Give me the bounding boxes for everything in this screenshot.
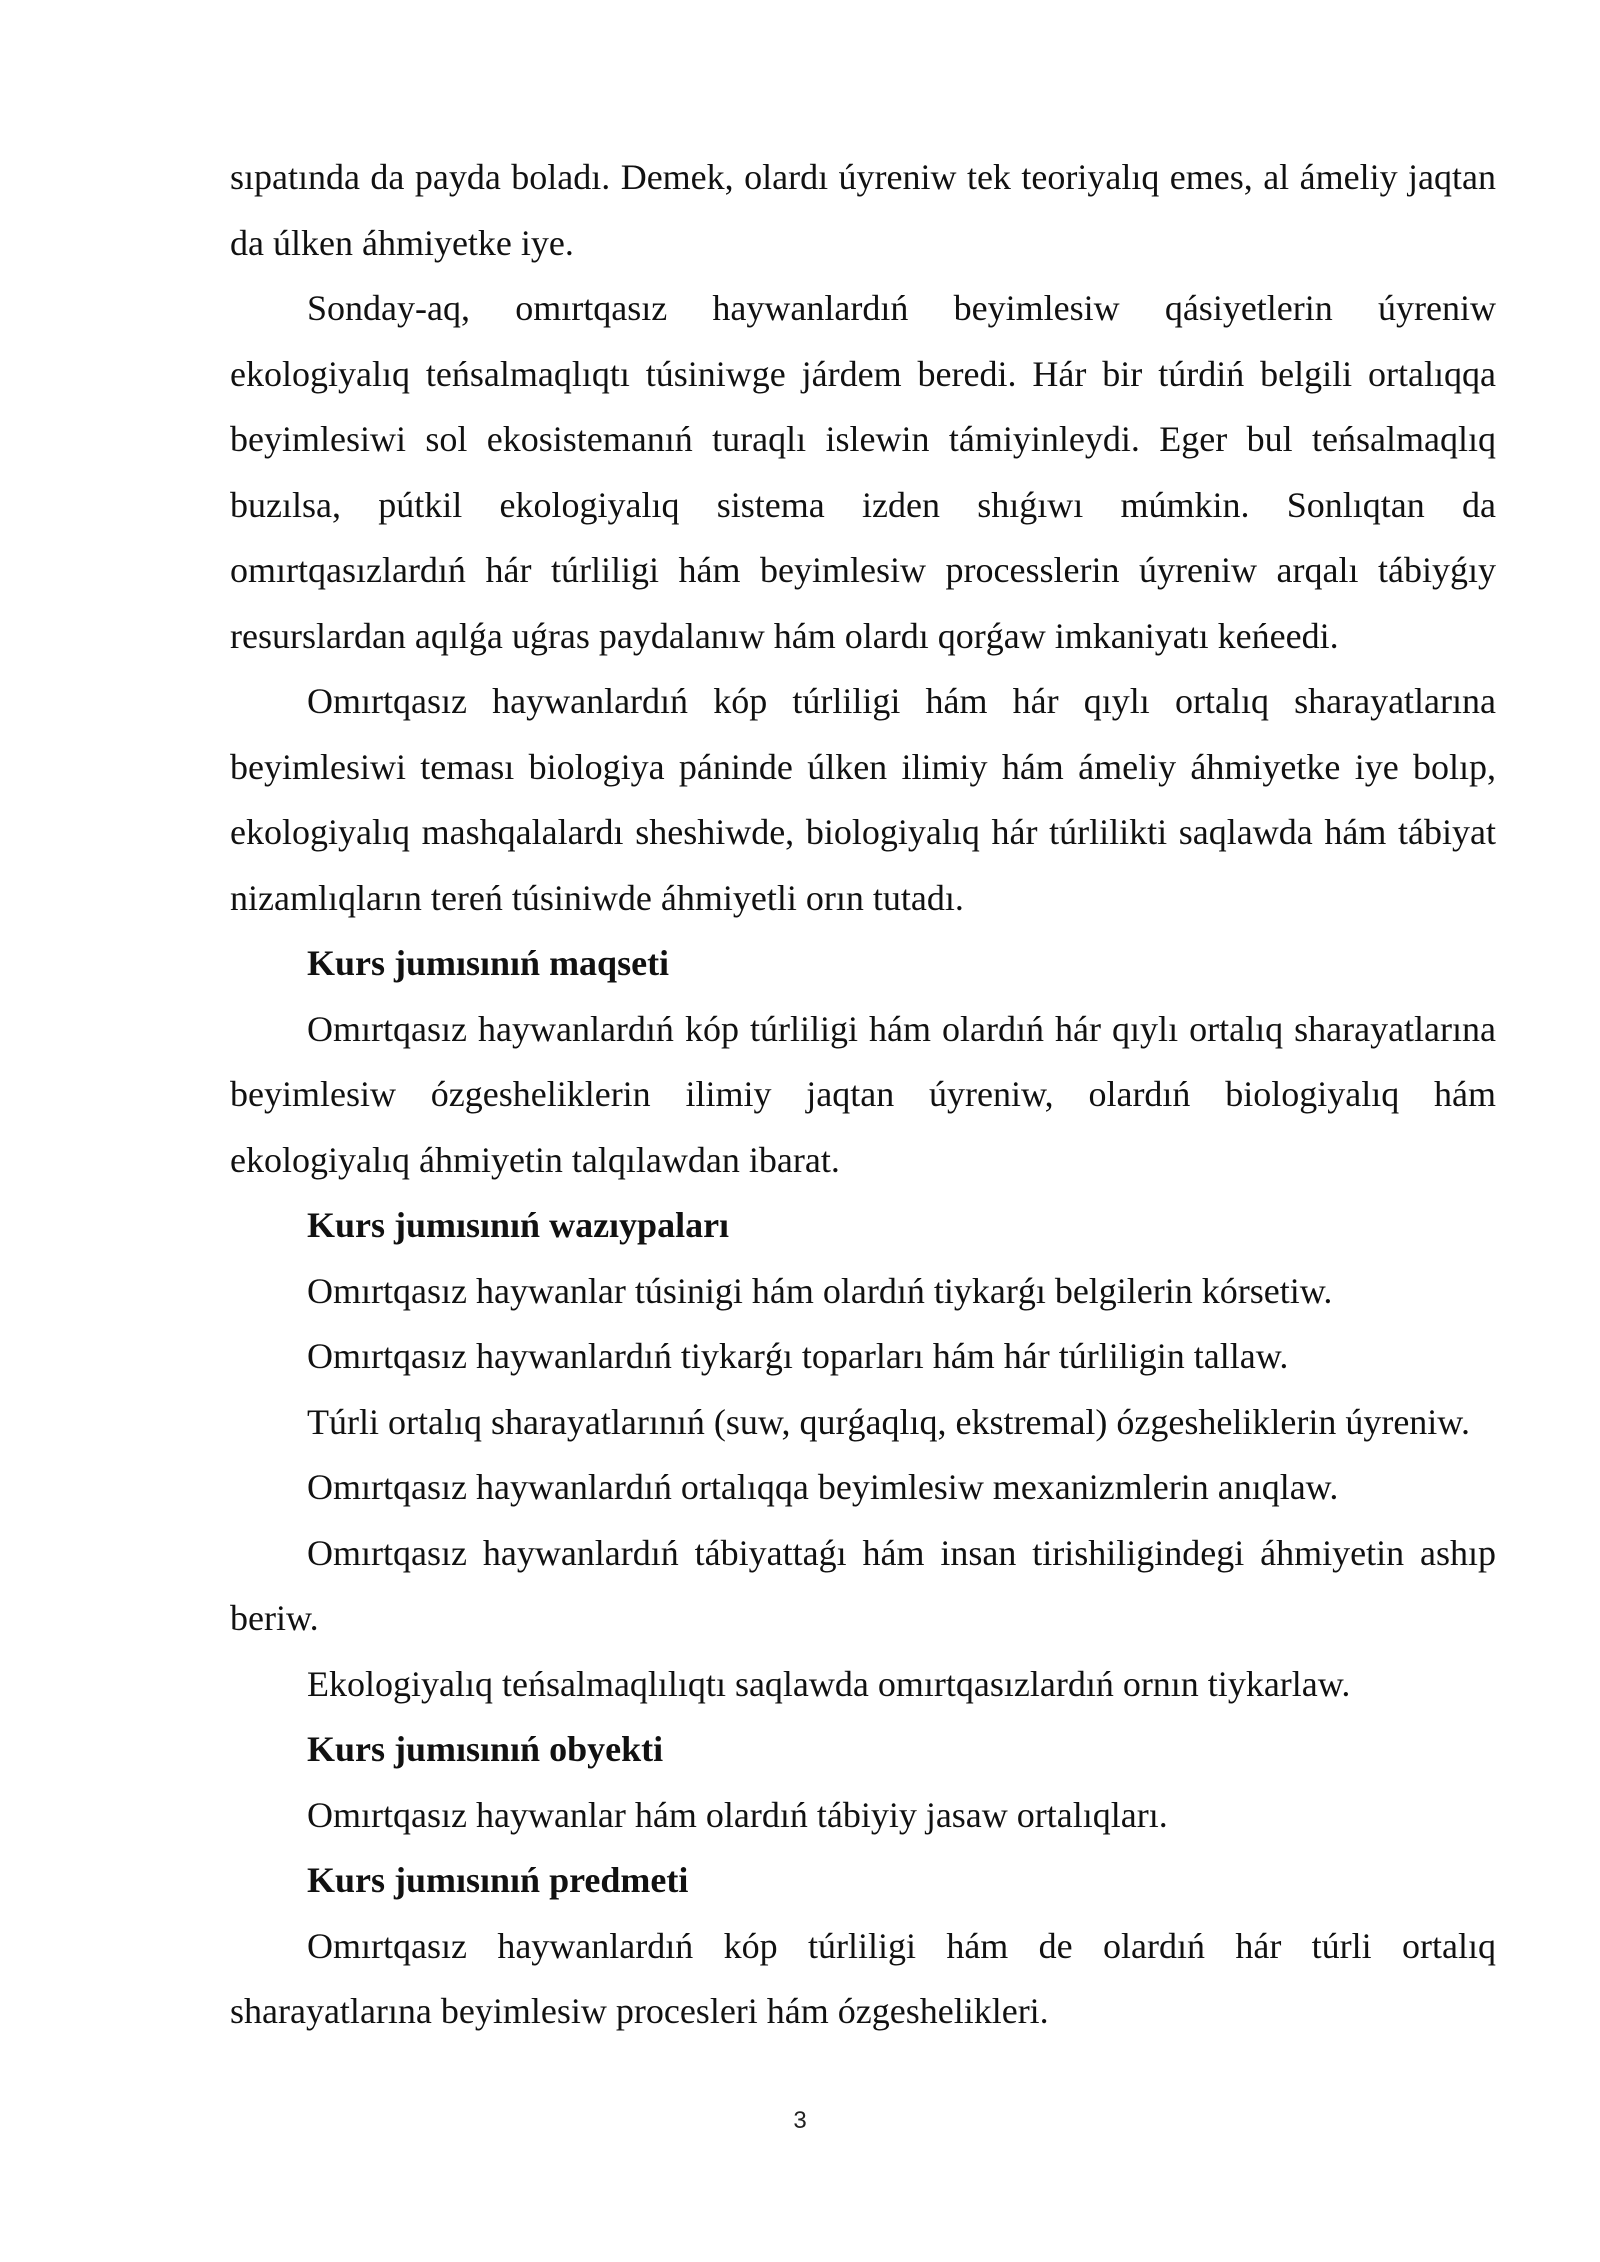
paragraph-goal: Omırtqasız haywanlardıń kóp túrliligi hám olardıń hár qıylı ortalıq sharayatlarına beyimlesiw ózgesheliklerin ilimiy jaqtan úyreniw, olardıń biologiyalıq hám ekologiyalıq áhmiyetin talqılawdan ibarat. — [230, 1008, 1496, 1180]
paragraph-topic-importance: Omırtqasız haywanlardıń kóp túrliligi hám hár qıylı ortalıq sharayatlarına beyimlesiwi teması biologiya páninde úlken ilimiy hám ámeliy áhmiyetke iye bolıp, ekologiyalıq mashqalalardı sheshiwde, biologiyalıq hár túrlilikti saqlawda hám tábiyat nizamlıqların tereń túsiniwde áhmiyetli orın tutadı. — [230, 681, 1496, 918]
paragraph-intro-continuation: sıpatında da payda boladı. Demek, olardı úyreniw tek teoriyalıq emes, al ámeliy jaqtan da úlken áhmiyetke iye. — [230, 157, 1496, 263]
heading-tasks: Kurs jumısınıń wazıypaları — [307, 1205, 730, 1245]
task-item: Omırtqasız haywanlardıń ortalıqqa beyimlesiw mexanizmlerin anıqlaw. — [307, 1467, 1339, 1507]
task-item: Omırtqasız haywanlar túsinigi hám olardıń tiykarǵı belgilerin kórsetiw. — [307, 1270, 1333, 1311]
paragraph-object: Omırtqasız haywanlar hám olardıń tábiyiy jasaw ortalıqları. — [307, 1794, 1168, 1835]
task-item: Omırtqasız haywanlardıń tiykarǵı toparları hám hár túrliligin tallaw. — [307, 1336, 1289, 1376]
heading-subject: Kurs jumısınıń predmeti — [307, 1860, 689, 1900]
heading-object: Kurs jumısınıń obyekti — [307, 1729, 664, 1769]
paragraph-subject: Omırtqasız haywanlardıń kóp túrliligi hám de olardıń hár túrli ortalıq sharayatlarına beyimlesiw procesleri hám ózgeshelikleri. — [230, 1925, 1496, 2031]
task-item: Omırtqasız haywanlardıń tábiyattaǵı hám insan tirishiligindegi áhmiyetin ashıp beriw. — [230, 1532, 1496, 1638]
task-item: Ekologiyalıq teńsalmaqlılıqtı saqlawda omırtqasızlardıń ornın tiykarlaw. — [307, 1663, 1351, 1704]
heading-goal: Kurs jumısınıń maqseti — [307, 943, 670, 983]
page-number: 3 — [793, 2107, 807, 2134]
paragraph-ecological-balance: Sonday-aq, omırtqasız haywanlardıń beyimlesiw qásiyetlerin úyreniw ekologiyalıq teńsalmaqlıqtı túsiniwge járdem beredi. Hár bir túrdiń belgili ortalıqqa beyimlesiwi sol ekosistemanıń turaqlı islewin támiyinleydi. Eger bul teńsalmaqlıq buzılsa, pútkil ekologiyalıq sistema izden shıǵıwı múmkin. Sonlıqtan da omırtqasızlardıń hár túrliligi hám beyimlesiw processlerin úyreniw arqalı tábiyǵıy resurslardan aqılǵa uǵras paydalanıw hám olardı qorǵaw imkaniyatı keńeedi. — [230, 288, 1496, 656]
document-body — [230, 145, 1496, 2045]
task-item: Túrli ortalıq sharayatlarınıń (suw, qurǵaqlıq, ekstremal) ózgesheliklerin úyreniw. — [307, 1401, 1470, 1442]
